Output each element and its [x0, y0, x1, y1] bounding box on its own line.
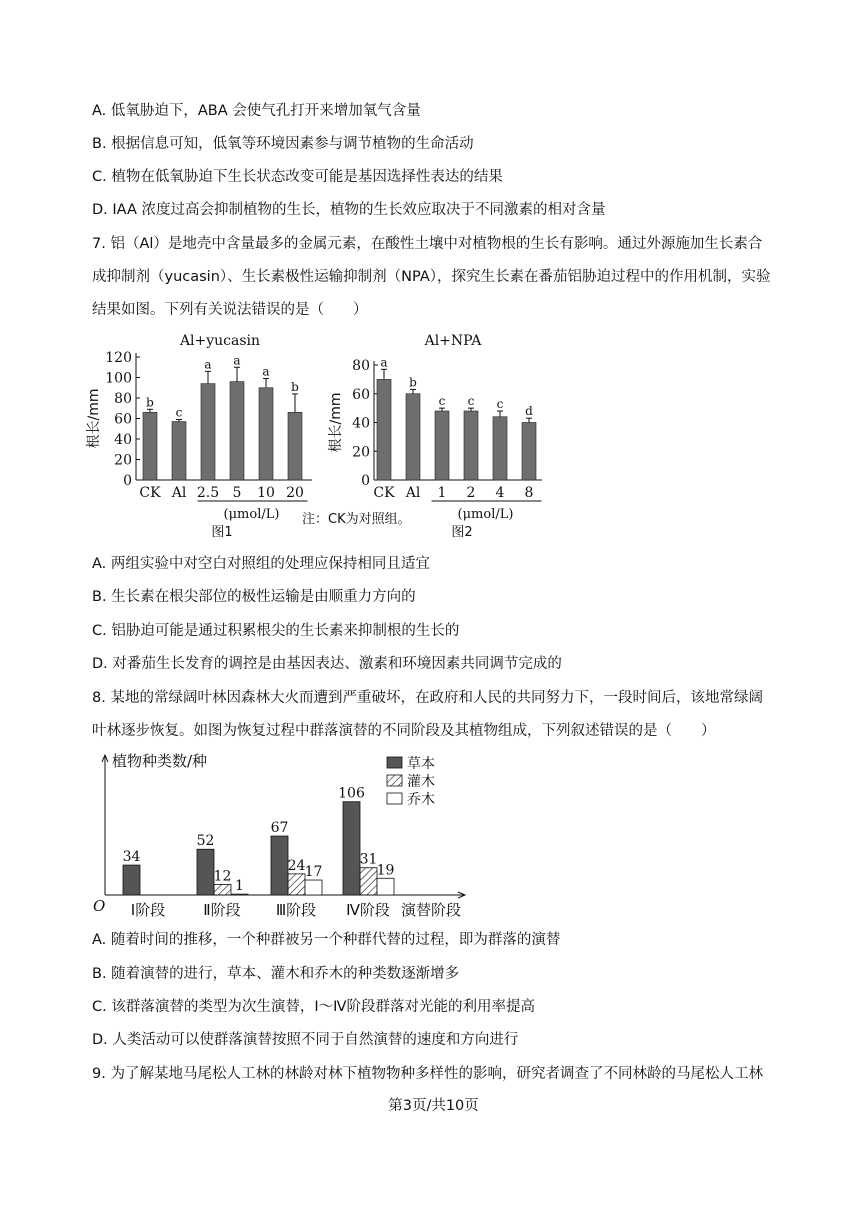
legend-swatch: [387, 757, 402, 768]
x-tick-label: 2: [466, 485, 476, 501]
bar-herb: [271, 836, 288, 895]
x-axis-label: 演替阶段: [401, 901, 462, 919]
y-axis-label: 根长/mm: [328, 392, 344, 453]
x-tick-label: Ⅰ阶段: [130, 901, 166, 919]
bar-shrub: [360, 868, 377, 895]
bar: [377, 379, 391, 480]
q7-option-c: C. 铝胁迫可能是通过积累根尖的生长素来抑制根的生长的: [92, 623, 460, 639]
significance-letter: d: [525, 404, 533, 419]
q6-option-a: A. 低氧胁迫下，ABA 会使气孔打开来增加氧气含量: [92, 103, 421, 119]
q7-option-d: D. 对番茄生长发育的调控是由基因表达、激素和环境因素共同调节完成的: [92, 656, 562, 672]
y-tick-label: 60: [114, 411, 132, 428]
significance-letter: c: [175, 405, 183, 420]
bar-tree: [305, 880, 322, 895]
significance-letter: c: [438, 394, 446, 409]
y-tick-label: 40: [114, 432, 132, 448]
bar: [522, 423, 536, 481]
data-label: 12: [213, 868, 232, 885]
x-tick-label: Ⅲ阶段: [275, 901, 317, 919]
significance-letter: a: [262, 364, 270, 379]
significance-letter: a: [380, 355, 388, 370]
y-tick-label: 20: [352, 444, 370, 461]
data-label: 31: [359, 851, 378, 868]
significance-letter: b: [409, 375, 417, 390]
chart-succession: [93, 752, 465, 919]
q8-figure: [85, 745, 485, 925]
x-tick-label: 5: [232, 485, 242, 501]
bar-tree: [377, 878, 394, 895]
significance-letter: c: [467, 394, 475, 409]
q8-option-b: B. 随着演替的进行，草本、灌木和乔木的种类数逐渐增多: [92, 966, 460, 982]
bar: [493, 417, 507, 480]
chart-figure2: [327, 333, 542, 540]
y-tick-label: 120: [105, 350, 132, 366]
legend-label: 草本: [407, 756, 435, 772]
bar-tree: [231, 894, 248, 895]
data-label: 34: [122, 849, 141, 866]
x-unit-label: (μmol/L): [223, 507, 280, 522]
data-label: 1: [235, 878, 244, 895]
q8-stem-line1: 8. 某地的常绿阔叶林因森林大火而遭到严重破坏，在政府和人民的共同努力下，一段时间后，该地常绿阔: [92, 690, 763, 706]
x-tick-label: 1: [437, 485, 447, 501]
figure-caption: 图1: [211, 525, 233, 540]
legend-swatch: [387, 793, 402, 804]
legend-label: 灌木: [407, 774, 435, 790]
x-tick-label: CK: [139, 485, 161, 501]
bar-herb: [343, 802, 360, 895]
bar: [259, 388, 273, 480]
q9-stem-line1: 9. 为了解某地马尾松人工林的林龄对林下植物物种多样性的影响，研究者调查了不同林龄的马尾松人工林: [92, 1066, 763, 1082]
y-tick-label: 20: [114, 452, 132, 469]
y-tick-label: 0: [123, 473, 132, 489]
y-tick-label: 40: [352, 415, 370, 432]
q7-stem-line3: 结果如图。下列有关说法错误的是（ ）: [92, 302, 368, 318]
data-label: 52: [196, 833, 215, 850]
y-tick-label: 0: [361, 473, 370, 489]
figure-caption: 图2: [451, 525, 473, 540]
x-tick-label: Al: [405, 485, 421, 501]
x-tick-label: 20: [286, 485, 304, 501]
figure-note: 注：CK为对照组。: [302, 512, 411, 527]
bar-herb: [123, 865, 140, 895]
bar: [230, 382, 244, 480]
bar: [288, 412, 302, 480]
q7-figures: [80, 325, 580, 545]
q7-option-a: A. 两组实验中对空白对照组的处理应保持相同且适宜: [92, 556, 430, 572]
q8-option-d: D. 人类活动可以使群落演替按照不同于自然演替的速度和方向进行: [92, 1032, 519, 1048]
x-unit-label: (μmol/L): [457, 507, 514, 522]
bar-shrub: [214, 884, 231, 895]
bar: [435, 411, 449, 480]
chart-title: Al+yucasin: [179, 333, 261, 349]
y-tick-label: 80: [352, 358, 370, 374]
q6-option-d: D. IAA 浓度过高会抑制植物的生长，植物的生长效应取决于不同激素的相对含量: [92, 202, 606, 218]
data-label: 106: [338, 785, 365, 802]
bar: [406, 394, 420, 480]
origin-label: O: [93, 897, 106, 915]
x-tick-label: CK: [373, 485, 395, 501]
q7-option-b: B. 生长素在根尖部位的极性运输是由顺重力方向的: [92, 589, 416, 605]
y-axis-label: 根长/mm: [86, 388, 102, 449]
y-axis-label: 植物种类数/种: [112, 752, 208, 770]
x-tick-label: 4: [495, 485, 505, 501]
bar: [201, 384, 215, 480]
x-tick-label: Ⅳ阶段: [346, 901, 390, 919]
bar-herb: [197, 849, 214, 895]
significance-letter: b: [146, 395, 154, 410]
data-label: 24: [287, 857, 306, 874]
bar: [464, 411, 478, 480]
q8-option-c: C. 该群落演替的类型为次生演替，Ⅰ～Ⅳ阶段群落对光能的利用率提高: [92, 999, 535, 1015]
y-tick-label: 100: [105, 370, 132, 387]
legend-swatch: [387, 775, 402, 786]
page-footer: 第3页/共10页: [388, 1098, 479, 1114]
q6-option-b: B. 根据信息可知，低氧等环境因素参与调节植物的生命活动: [92, 136, 474, 152]
bar: [143, 412, 157, 480]
x-tick-label: 2.5: [196, 485, 220, 501]
legend-label: 乔木: [407, 792, 435, 808]
significance-letter: a: [233, 353, 241, 368]
data-label: 19: [376, 862, 395, 879]
bar: [172, 422, 186, 480]
data-label: 17: [304, 864, 323, 881]
chart-figure1: [85, 333, 312, 540]
y-tick-label: 80: [114, 391, 132, 407]
x-tick-label: 10: [257, 485, 275, 501]
q8-stem-line2: 叶林逐步恢复。如图为恢复过程中群落演替的不同阶段及其植物组成，下列叙述错误的是（ ）: [92, 723, 716, 739]
significance-letter: c: [496, 397, 504, 411]
q7-stem-line2: 成抑制剂（yucasin）、生长素极性运输抑制剂（NPA），探究生长素在番茄铝胁迫过程中的作用机制，实验: [92, 269, 771, 285]
x-tick-label: Al: [171, 485, 187, 501]
x-tick-label: 8: [524, 485, 534, 501]
q7-stem-line1: 7. 铝（Al）是地壳中含量最多的金属元素，在酸性土壤中对植物根的生长有影响。通过外源施加生长素合: [92, 236, 763, 252]
data-label: 67: [270, 820, 289, 837]
q6-option-c: C. 植物在低氧胁迫下生长状态改变可能是基因选择性表达的结果: [92, 169, 503, 185]
significance-letter: a: [204, 357, 212, 372]
x-tick-label: Ⅱ阶段: [203, 901, 241, 919]
bar-shrub: [288, 874, 305, 895]
y-tick-label: 60: [352, 386, 370, 403]
significance-letter: b: [291, 379, 299, 394]
chart-title: Al+NPA: [424, 333, 482, 349]
q8-option-a: A. 随着时间的推移，一个种群被另一个种群代替的过程，即为群落的演替: [92, 932, 561, 948]
